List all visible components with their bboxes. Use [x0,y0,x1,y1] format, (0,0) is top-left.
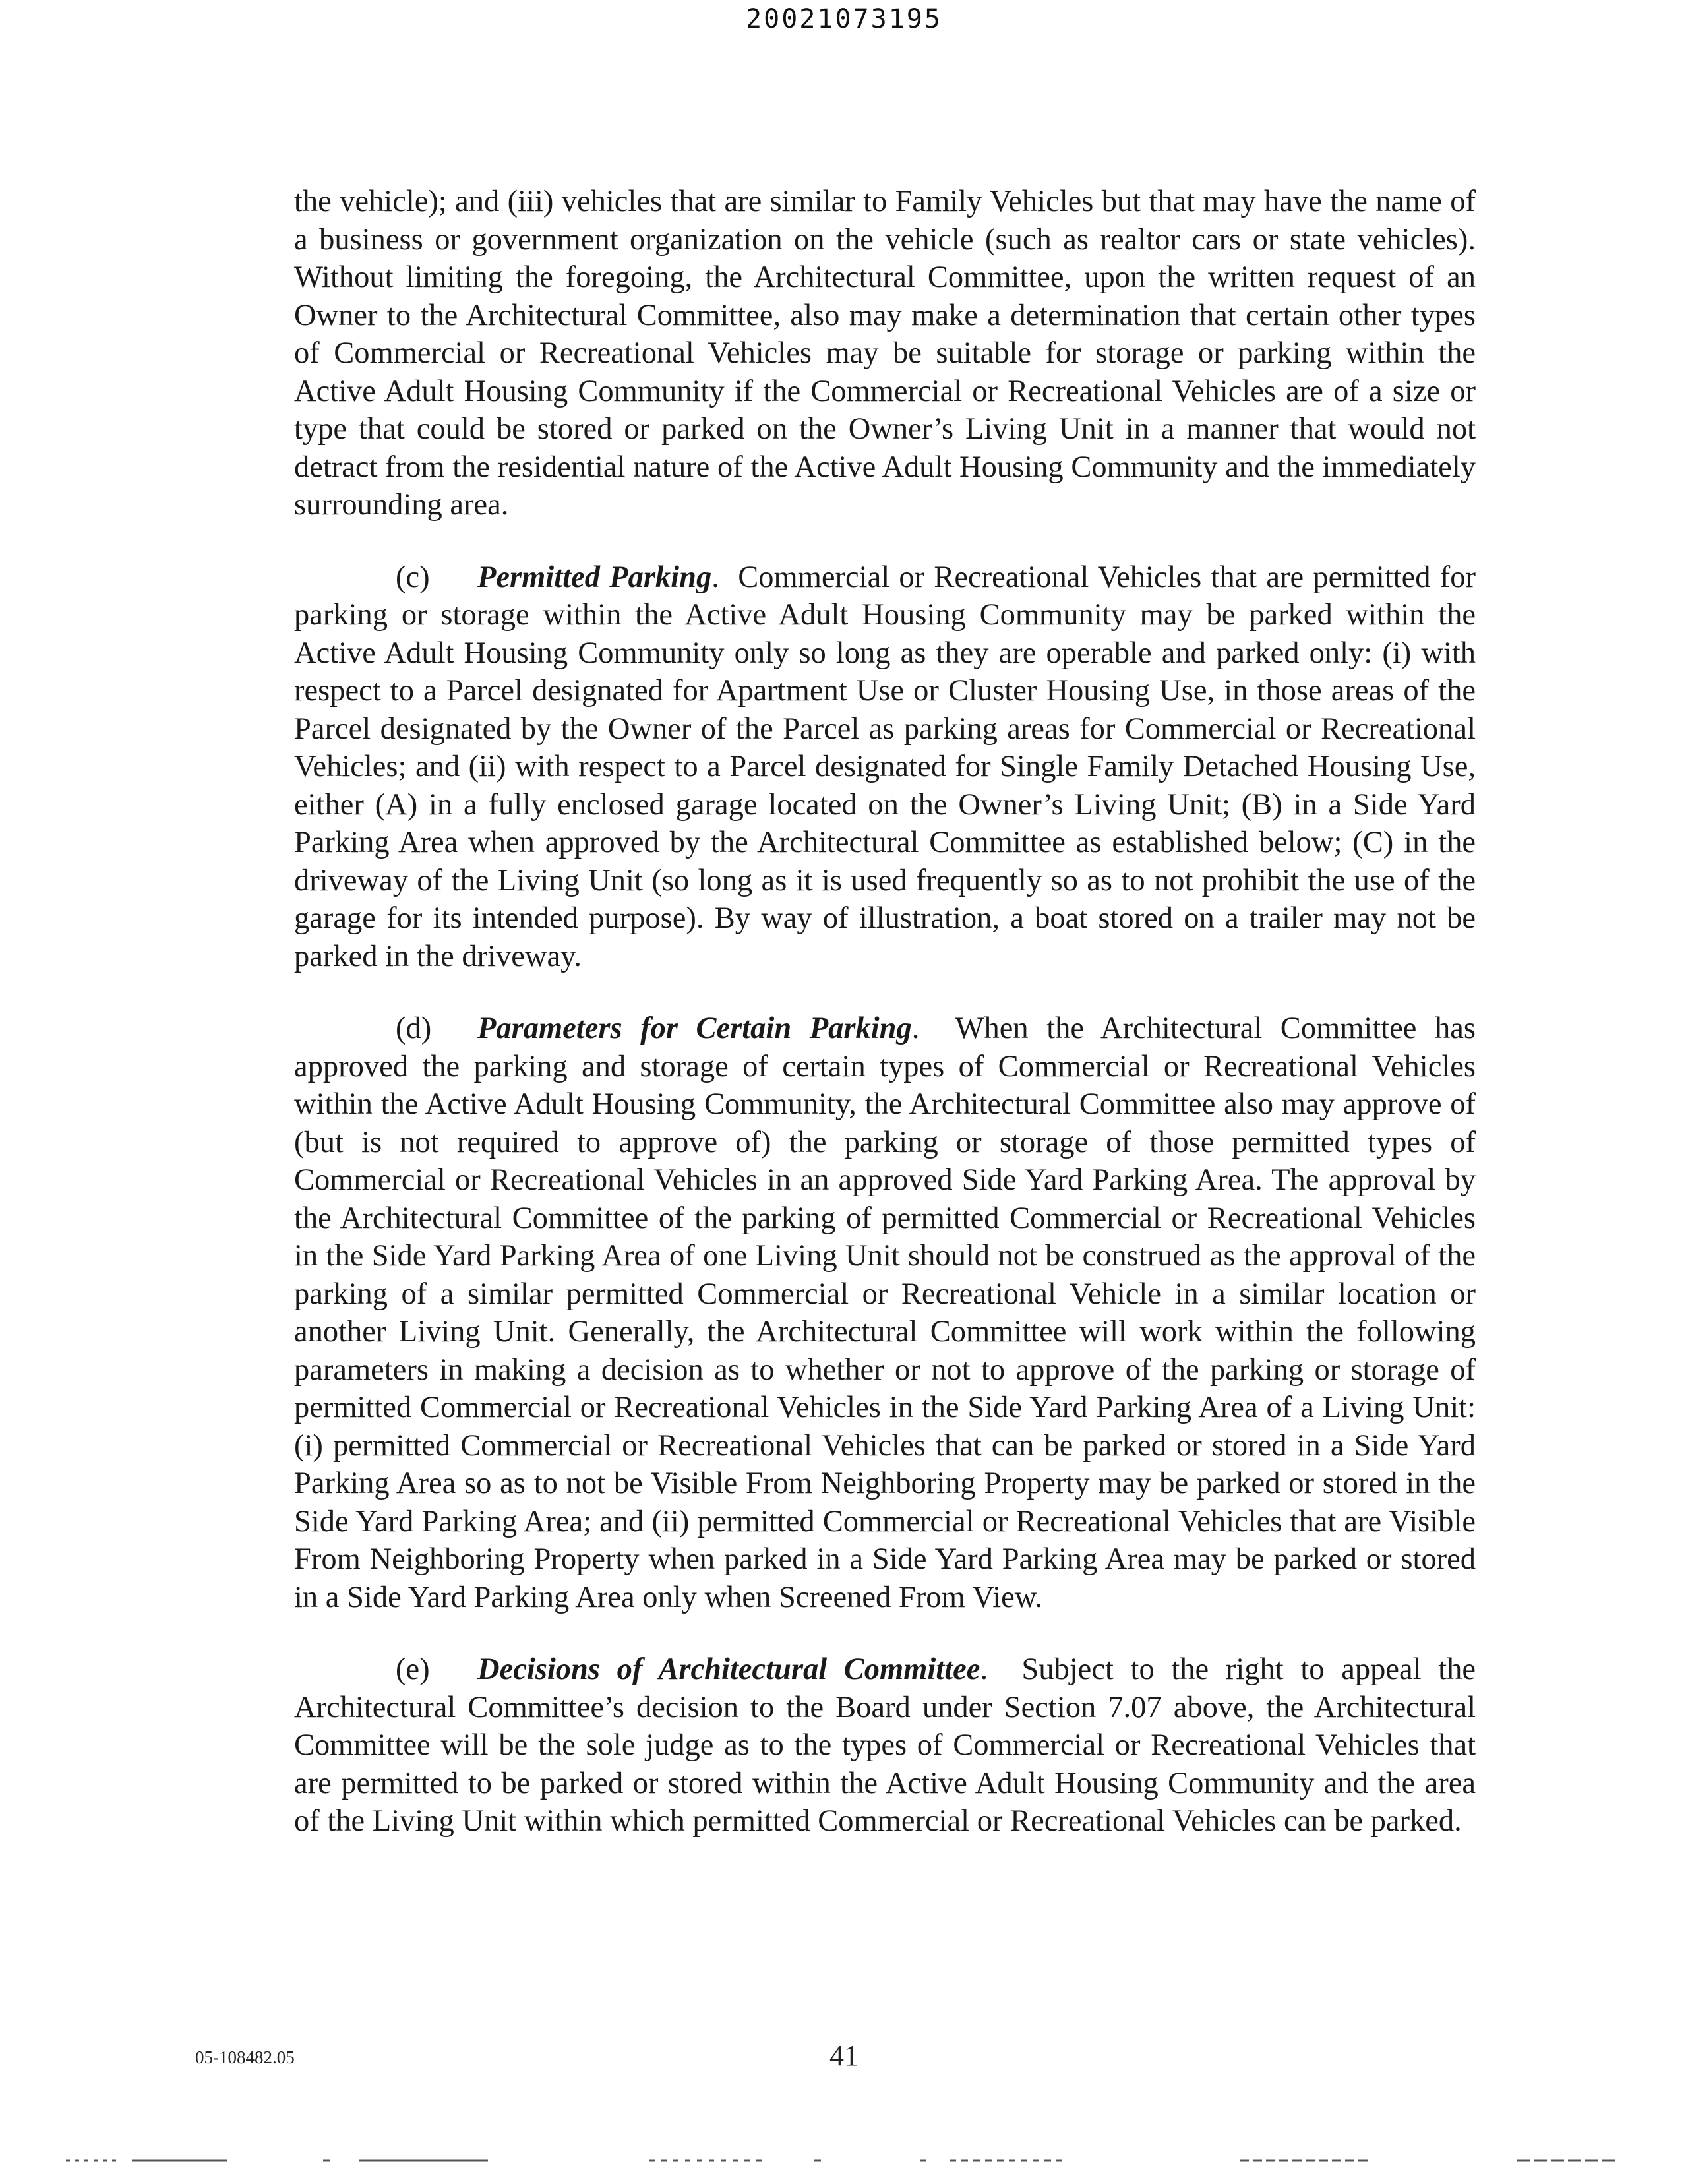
paragraph-text: Commercial or Recreational Vehicles that are permitted for parking or storage within the Active Adult Housing Community may be parked within the Active Adult Housing Community only so long as they are operable and parked only: (i) with respect to a Parcel designated for Apartment Use or Cluster Housing Use, in those areas of the Parcel designated by the Owner of the Parcel as parking areas for Commercial or Recreational Vehicles; and (ii) with respect to a Parcel designated for Single Family Detached Housing Use, either (A) in a fully enclosed garage located on the Owner’s Living Unit; (B) in a Side Yard Parking Area when approved by the Architectural Committee as established below; (C) in the driveway of the Living Unit (so long as it is used frequently so as to not prohibit the use of the garage for its intended purpose). By way of illustration, a boat stored on a trailer may not be parked in the driveway. [294,560,1476,973]
page-number: 41 [829,2040,859,2072]
paragraph-e: (e) Decisions of Architectural Committee. Subject to the right to appeal the Architectural Committee’s decision to the Board under Section 7.07 above, the Architectural Committee will be the sole judge as to the types of Commercial or Recreational Vehicles that are permitted to be parked or stored within the Active Adult Housing Community and the area of the Living Unit within which permitted Commercial or Recreational Vehicles can be parked. [294,1651,1476,1840]
paragraph-d: (d) Parameters for Certain Parking. When the Architectural Committee has approved the parking and storage of certain types of Commercial or Recreational Vehicles within the Active Adult Housing Community, the Architectural Committee also may approve of (but is not required to approve of) the parking or storage of those permitted types of Commercial or Recreational Vehicles in an approved Side Yard Parking Area. The approval by the Architectural Committee of the parking of permitted Commercial or Recreational Vehicles in the Side Yard Parking Area of one Living Unit should not be construed as the approval of the parking of a similar permitted Commercial or Recreational Vehicle in a similar location or another Living Unit. Generally, the Architectural Committee will work within the following parameters in making a decision as to whether or not to approve of the parking or storage of permitted Commercial or Recreational Vehicles in the Side Yard Parking Area of a Living Unit: (i) permitted Commercial or Recreational Vehicles that can be parked or stored in a Side Yard Parking Area so as to not be Visible From Neighboring Property may be parked or stored in the Side Yard Parking Area; and (ii) permitted Commercial or Recreational Vehicles that are Visible From Neighboring Property when parked in a Side Yard Parking Area may be parked or stored in a Side Yard Parking Area only when Screened From View. [294,1010,1476,1616]
paragraph-c: (c) Permitted Parking. Commercial or Recreational Vehicles that are permitted for parking or storage within the Active Adult Housing Community may be parked within the Active Adult Housing Community only so long as they are operable and parked only: (i) with respect to a Parcel designated for Apartment Use or Cluster Housing Use, in those areas of the Parcel designated by the Owner of the Parcel as parking areas for Commercial or Recreational Vehicles; and (ii) with respect to a Parcel designated for Single Family Detached Housing Use, either (A) in a fully enclosed garage located on the Owner’s Living Unit; (B) in a Side Yard Parking Area when approved by the Architectural Committee as established below; (C) in the driveway of the Living Unit (so long as it is used frequently so as to not prohibit the use of the garage for its intended purpose). By way of illustration, a boat stored on a trailer may not be parked in the driveway. [294,559,1476,976]
scan-artifact-marks [0,2156,1688,2164]
paragraph-text: the vehicle); and (iii) vehicles that are similar to Family Vehicles but that may have the name of a business or government organization on the vehicle (such as realtor cars or state vehicles). Without limiting the foregoing, the Architectural Committee, upon the written request of an Owner to the Architectural Committee, also may make a determination that certain other types of Commercial or Recreational Vehicles may be suitable for storage or parking within the Active Adult Housing Community if the Commercial or Recreational Vehicles are of a size or type that could be stored or parked on the Owner’s Living Unit in a manner that would not detract from the residential nature of the Active Adult Housing Community and the immediately surrounding area. [294,185,1476,522]
paragraph-label: (c) [396,560,430,594]
paragraph-label: (d) [396,1012,432,1045]
paragraph-heading: Decisions of Architectural Committee [477,1653,980,1686]
document-body [294,183,1476,1875]
document-number: 20021073195 [746,4,942,34]
paragraph-text: When the Architectural Committee has approved the parking and storage of certain types of Commercial or Recreational Vehicles within the Active Adult Housing Community, the Architectural Committee also may approve of (but is not required to approve of) the parking or storage of those permitted types of Commercial or Recreational Vehicles in an approved Side Yard Parking Area. The approval by the Architectural Committee of the parking of permitted Commercial or Recreational Vehicles in the Side Yard Parking Area of one Living Unit should not be construed as the approval of the parking of a similar permitted Commercial or Recreational Vehicle in a similar location or another Living Unit. Generally, the Architectural Committee will work within the following parameters in making a decision as to whether or not to approve of the parking or storage of permitted Commercial or Recreational Vehicles in the Side Yard Parking Area of a Living Unit: (i) permitted Commercial or Recreational Vehicles that can be parked or stored in a Side Yard Parking Area so as to not be Visible From Neighboring Property may be parked or stored in the Side Yard Parking Area; and (ii) permitted Commercial or Recreational Vehicles that are Visible From Neighboring Property when parked in a Side Yard Parking Area may be parked or stored in a Side Yard Parking Area only when Screened From View. [294,1012,1476,1614]
paragraph-label: (e) [396,1653,430,1686]
footer-document-id: 05-108482.05 [195,2048,295,2067]
paragraph-continuation [294,183,1476,524]
paragraph-text: Subject to the right to appeal the Architectural Committee’s decision to the Board under Section 7.07 above, the Architectural Committee will be the sole judge as to the types of Commercial or Recreational Vehicles that are permitted to be parked or stored within the Active Adult Housing Community and the area of the Living Unit within which permitted Commercial or Recreational Vehicles can be parked. [294,1653,1476,1838]
paragraph-heading: Parameters for Certain Parking [477,1012,912,1045]
paragraph-heading: Permitted Parking [477,560,712,594]
